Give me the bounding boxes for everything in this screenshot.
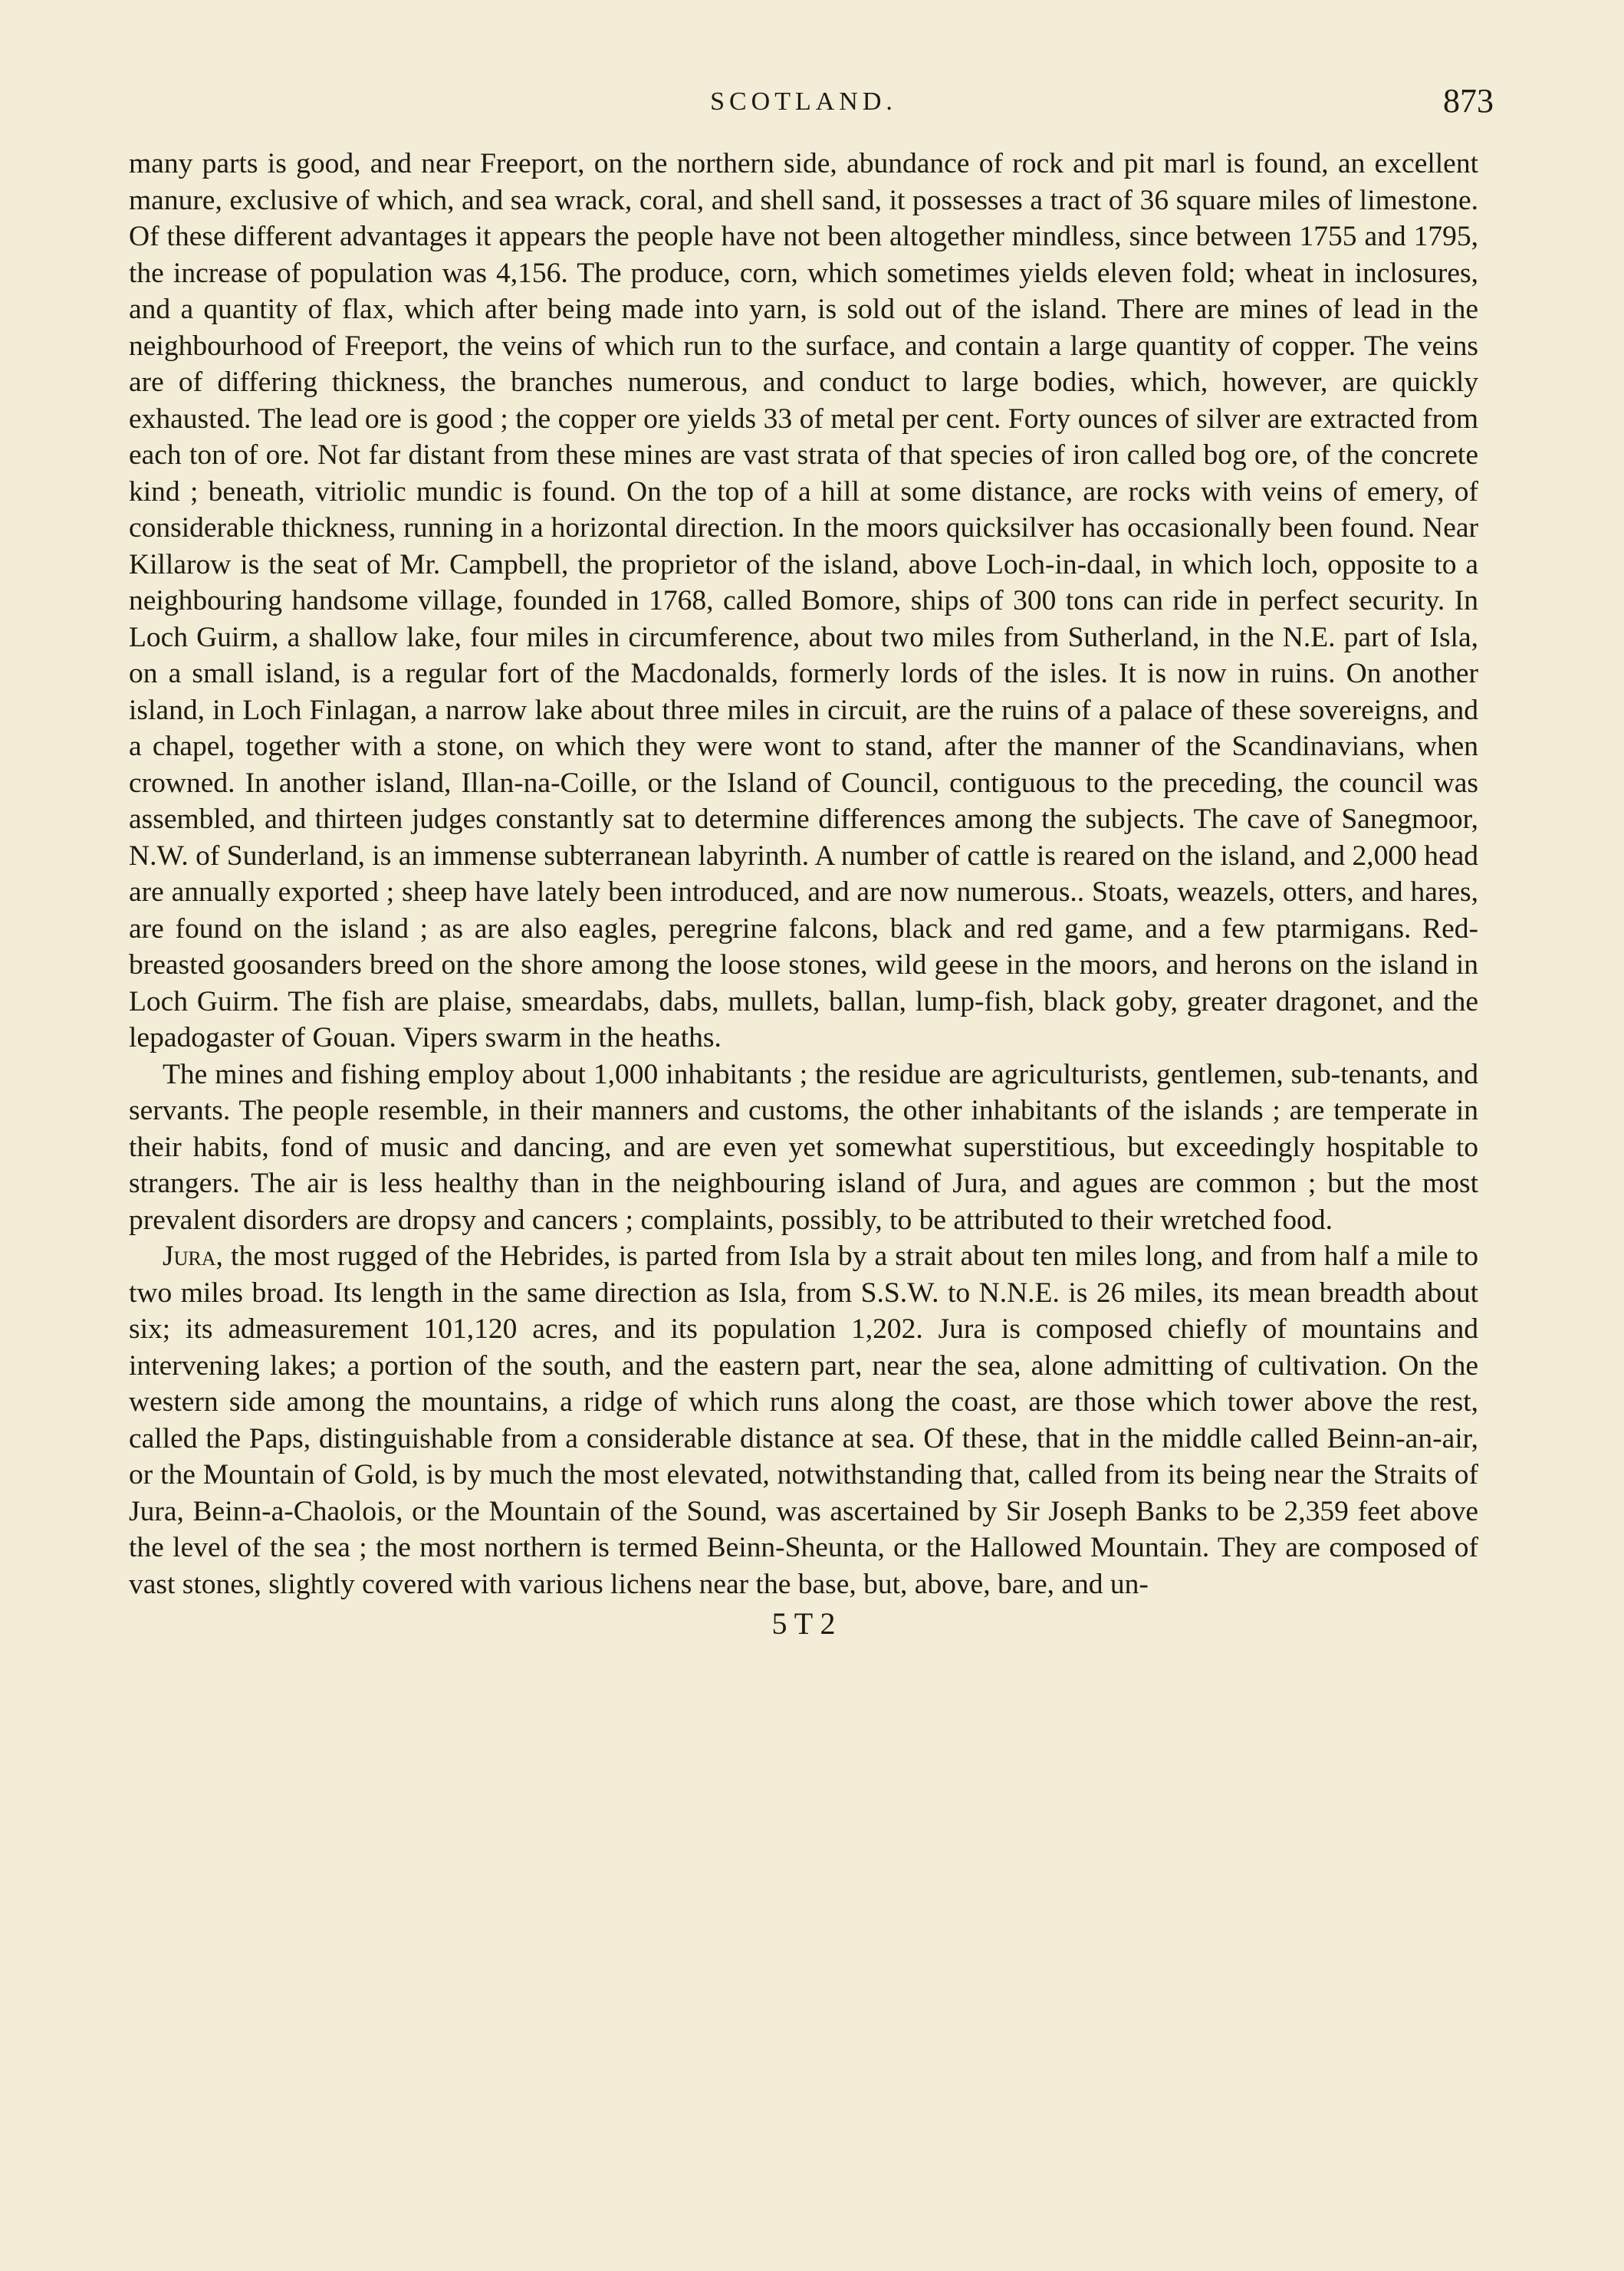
- body-text: [129, 146, 1478, 1602]
- page-header: [129, 82, 1494, 138]
- paragraph-jura: [129, 1238, 1478, 1602]
- signature-mark: 5 T 2: [771, 1606, 836, 1641]
- paragraph-isla-continued: many parts is good, and near Freeport, on the northern side, abundance of rock and pit marl is found, an excellent manure, exclusive of which, and sea wrack, coral, and shell sand, it possesses a tract of 36 square miles of limestone. Of these different advantages it appears the people have not been altogether mindless, since between 1755 and 1795, the increase of population was 4,156. The produce, corn, which sometimes yields eleven fold; wheat in inclosures, and a quantity of flax, which after being made into yarn, is sold out of the island. There are mines of lead in the neighbourhood of Freeport, the veins of which run to the surface, and contain a large quantity of copper. The veins are of differing thickness, the branches numerous, and conduct to large bodies, which, however, are quickly exhausted. The lead ore is good ; the copper ore yields 33 of metal per cent. Forty ounces of silver are extracted from each ton of ore. Not far distant from these mines are vast strata of that species of iron called bog ore, of the concrete kind ; beneath, vitriolic mundic is found. On the top of a hill at some distance, are rocks with veins of emery, of considerable thickness, running in a horizontal direction. In the moors quicksilver has occasionally been found. Near Killarow is the seat of Mr. Campbell, the proprietor of the island, above Loch-in-daal, in which loch, opposite to a neighbouring handsome village, founded in 1768, called Bomore, ships of 300 tons can ride in perfect security. In Loch Guirm, a shallow lake, four miles in circumference, about two miles from Sutherland, in the N.E. part of Isla, on a small island, is a regular fort of the Macdonalds, formerly lords of the isles. It is now in ruins. On another island, in Loch Finlagan, a narrow lake about three miles in circuit, are the ruins of a palace of these sovereigns, and a chapel, together with a stone, on which they were wont to stand, after the manner of the Scandinavians, when crowned. In another island, Illan-na-Coille, or the Island of Council, contiguous to the preceding, the council was assembled, and thirteen judges constantly sat to determine differences among the subjects. The cave of Sanegmoor, N.W. of Sunderland, is an immense subterranean labyrinth. A number of cattle is reared on the island, and 2,000 head are annually exported ; sheep have lately been introduced, and are now numerous.. Stoats, weazels, otters, and hares, are found on the island ; as are also eagles, peregrine falcons, black and red game, and a few ptarmigans. Red-breasted goosanders breed on the shore among the loose stones, wild geese in the moors, and herons on the island in Loch Guirm. The fish are plaise, smeardabs, dabs, mullets, ballan, lump-fish, black goby, greater dragonet, and the lepadogaster of Gouan. Vipers swarm in the heaths.: [129, 148, 1478, 1053]
- page-number: 873: [1443, 82, 1494, 120]
- jura-heading: Jura,: [163, 1241, 223, 1272]
- paragraph-inhabitants: The mines and fishing employ about 1,000 inhabitants ; the residue are agriculturists, gentlemen, sub-tenants, and servants. The people resemble, in their manners and customs, the other inhabitants of the islands ; are temperate in their habits, fond of music and dancing, and are even yet somewhat superstitious, but exceedingly hospitable to strangers. The air is less healthy than in the neighbouring island of Jura, and agues are common ; but the most prevalent disorders are dropsy and cancers ; complaints, possibly, to be attributed to their wretched food.: [129, 1058, 1478, 1236]
- running-title: SCOTLAND.: [710, 87, 897, 116]
- paragraph-jura-text: the most rugged of the Hebrides, is parted from Isla by a strait about ten miles long, and from half a mile to two miles broad. Its length in the same direction as Isla, from S.S.W. to N.N.E. is 26 miles, its mean breadth about six; its admeasurement 101,120 acres, and its population 1,202. Jura is composed chiefly of mountains and intervening lakes; a portion of the south, and the eastern part, near the sea, alone admitting of cultivation. On the western side among the mountains, a ridge of which runs along the coast, are those which tower above the rest, called the Paps, distinguishable from a considerable distance at sea. Of these, that in the middle called Beinn-an-air, or the Mountain of Gold, is by much the most elevated, notwithstanding that, called from its being near the Straits of Jura, Beinn-a-Chaolois, or the Mountain of the Sound, was ascertained by Sir Joseph Banks to be 2,359 feet above the level of the sea ; the most northern is termed Beinn-Sheunta, or the Hallowed Mountain. They are composed of vast stones, slightly covered with various lichens near the base, but, above, bare, and un-: [129, 1241, 1478, 1600]
